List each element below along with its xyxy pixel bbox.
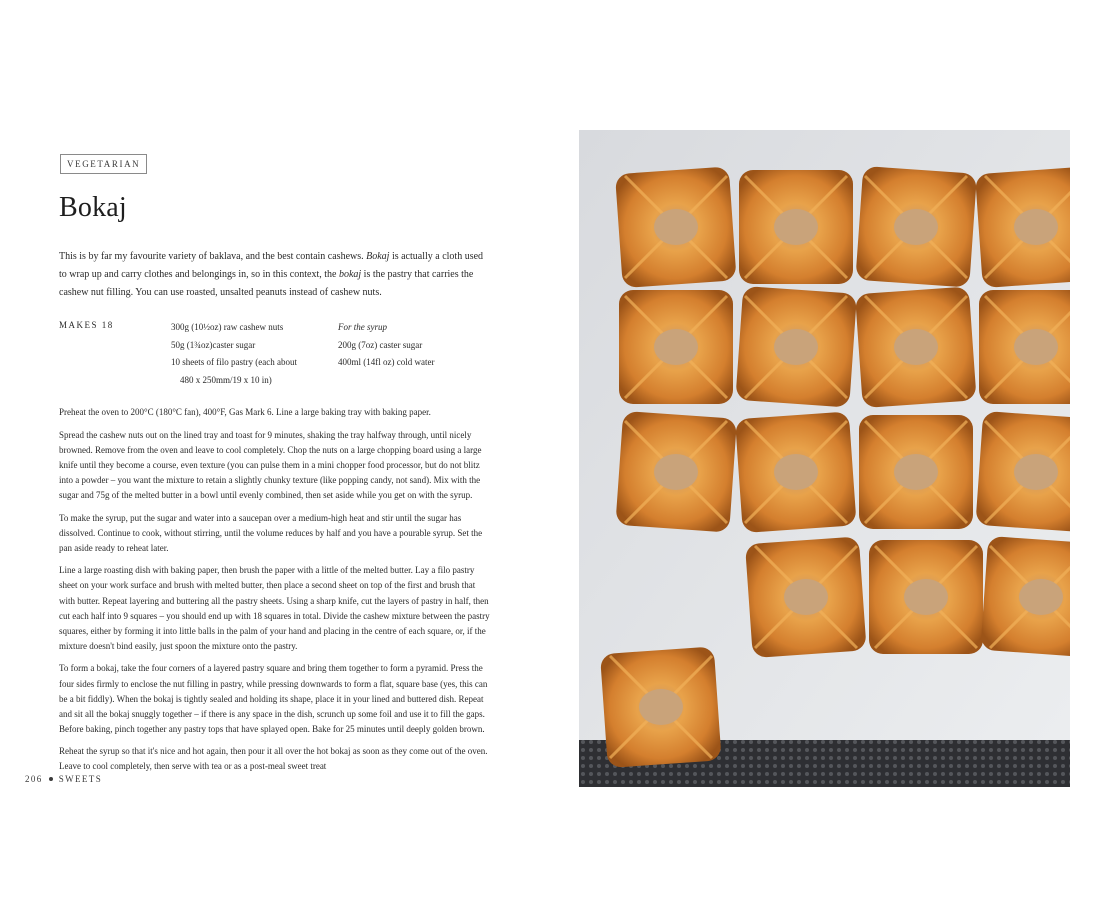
pastry-piece bbox=[615, 411, 737, 533]
intro-text-1: This is by far my favourite variety of baklava, and the best contain cashews. bbox=[59, 251, 367, 262]
recipe-title: Bokaj bbox=[59, 192, 127, 223]
method-text bbox=[59, 405, 492, 782]
pastry-piece bbox=[739, 170, 853, 284]
pastry-piece bbox=[980, 536, 1070, 658]
method-paragraph: Preheat the oven to 200°C (180°C fan), 400°F, Gas Mark 6. Line a large baking tray with baking paper. bbox=[59, 407, 431, 417]
page-footer bbox=[25, 774, 102, 784]
pastry-piece bbox=[600, 646, 722, 768]
ingredients-list bbox=[171, 319, 331, 389]
syrup-heading: For the syrup bbox=[338, 322, 387, 332]
ingredient-item: 300g (10½oz) raw cashew nuts bbox=[171, 322, 284, 332]
ingredient-item: 400ml (14fl oz) cold water bbox=[338, 357, 435, 367]
method-paragraph: To form a bokaj, take the four corners of a layered pastry square and bring them together to form a pyramid. Press the four sides firmly to enclose the nut filling in pastry, while pressing downwards to form a flat, square base (yes, this can be a bit fiddly). When the bokaj is tightly sealed and holding its shape, place it in your lined and buttered dish. Repeat and sit all the bokaj snuggly together – if there is any space in the dish, scrunch up some foil and use it to fill the gaps. Before baking, pinch together any pastry tops that have splayed open. Bake for 25 minutes until deeply golden brown. bbox=[59, 663, 488, 734]
pastry-piece bbox=[745, 536, 867, 658]
pastry-piece bbox=[855, 286, 977, 408]
intro-text-2: is actually a cloth used to wrap up and carry clothes and belongings in, so in this context, the bbox=[59, 251, 484, 280]
ingredient-item: 480 x 250mm/19 x 10 in) bbox=[180, 374, 272, 385]
method-paragraph: Line a large roasting dish with baking paper, then brush the paper with a little of the melted butter. Lay a filo pastry sheet on your work surface and brush with melted butter, then place a second sheet on top of the first and brush that with butter. Repeat layering and buttering all the pastry sheets. Using a sharp knife, cut the layers of pastry in half, then cut each half into 9 squares – you should end up with 18 squares in total. Divide the cashew mixture between the pastry squares, either by forming it into little balls in the palm of your hand and placing in the centre of each square, or, if the mixture doesn't bind easily, just spoon the mixture onto the pastry. bbox=[59, 565, 490, 651]
method-paragraph: Spread the cashew nuts out on the lined tray and toast for 9 minutes, shaking the tray halfway through, until nicely browned. Remove from the oven and leave to cool completely. Chop the nuts on a large chopping board using a large knife until they become a course, even texture (you can pulse them in a mini chopper food processor, but do not blitz into a powder – you want the mixture to retain a slightly chunky texture (like popping candy, not sand). Mix with the sugar and 75g of the melted butter in a bowl until evenly combined, then set aside while you get on with the syrup. bbox=[59, 429, 482, 500]
pastry-piece bbox=[735, 286, 857, 408]
recipe-intro bbox=[59, 248, 489, 302]
ingredient-item: 10 sheets of filo pastry (each about bbox=[171, 357, 297, 367]
category-tag: VEGETARIAN bbox=[60, 154, 147, 174]
method-paragraph: To make the syrup, put the sugar and water into a saucepan over a medium-high heat and stir until the sugar has dissolved. Continue to cook, without stirring, until the volume reduces by half and you have a pourable syrup. Set the pan aside ready to reheat later. bbox=[59, 512, 483, 553]
yield-label: MAKES 18 bbox=[59, 320, 114, 330]
section-name: SWEETS bbox=[58, 774, 103, 784]
pastry-piece bbox=[975, 166, 1070, 288]
pastry-piece bbox=[855, 166, 977, 288]
intro-text-3: is the pastry that carries the cashew nut filling. You can use roasted, unsalted peanuts instead of cashew nuts. bbox=[59, 269, 474, 298]
baklava-photo bbox=[579, 130, 1070, 787]
pastry-piece bbox=[979, 290, 1070, 404]
syrup-ingredients bbox=[338, 319, 498, 372]
pastry-piece bbox=[615, 166, 737, 288]
ingredient-item: 200g (7oz) caster sugar bbox=[338, 339, 423, 350]
ingredient-item: 50g (1¾oz)caster sugar bbox=[171, 339, 256, 350]
pastry-piece bbox=[975, 411, 1070, 533]
method-paragraph: Reheat the syrup so that it's nice and hot again, then pour it all over the hot bokaj as soon as they come out of the oven. Leave to cool completely, then serve with tea or as a post-meal sweet treat bbox=[59, 746, 488, 772]
pastry-piece bbox=[859, 415, 973, 529]
pastry-piece bbox=[735, 411, 857, 533]
intro-italic-1: Bokaj bbox=[366, 251, 390, 262]
bullet-separator bbox=[49, 777, 53, 781]
pastry-piece bbox=[619, 290, 733, 404]
page-number: 206 bbox=[25, 774, 43, 784]
baklava-illustration bbox=[579, 130, 1070, 787]
pastry-piece bbox=[869, 540, 983, 654]
intro-italic-2: bokaj bbox=[338, 269, 362, 280]
